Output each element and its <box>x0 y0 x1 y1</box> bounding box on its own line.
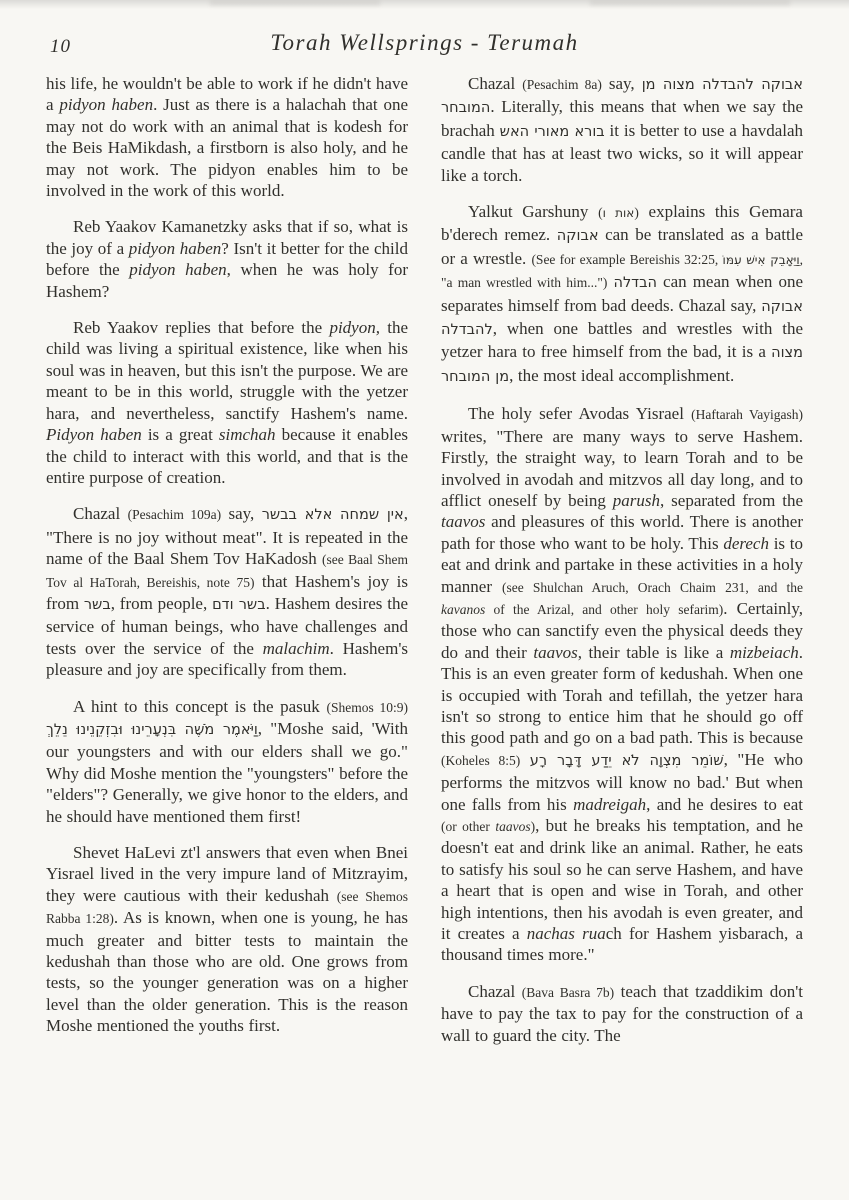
text-run: (Koheles 8:5) <box>441 752 521 768</box>
hebrew-text-run: הבדלה <box>613 275 657 292</box>
text-run: say, <box>221 504 262 524</box>
page-title: Torah Wellsprings - Terumah <box>270 30 579 55</box>
text-run: parush <box>612 490 661 510</box>
text-run: taavos <box>495 819 531 834</box>
text-run: pidyon, <box>329 318 380 338</box>
page-header <box>48 28 801 62</box>
text-run: taavos <box>441 512 486 532</box>
text-run: ) <box>530 819 536 834</box>
text-run: Reb Yaakov replies that before the <box>73 318 330 338</box>
text-run: Yalkut Garshuny <box>468 202 599 222</box>
text-run: say, <box>601 74 642 93</box>
text-run: (see Shemos Rabba 1:28) <box>46 888 409 927</box>
text-run: because it enables the child to interact with this world, and that is the entire purpose of creation. <box>46 425 408 487</box>
paragraph <box>441 981 803 1046</box>
text-run: (Shemos 10:9) <box>326 699 408 715</box>
text-run: ch for Hashem yisbarach, a thousand times more." <box>441 924 803 965</box>
text-run: kavanos <box>441 601 486 617</box>
text-run: writes, "There are many ways to serve Hashem. Firstly, the straight way, to learn Torah and to be involved in avodah and mitzvos all day long, and to afflict oneself by being <box>441 426 803 510</box>
text-run: teach that tzaddikim don't have to pay the tax to pay for the construction of a wall to guard the city. The <box>441 981 803 1045</box>
text-run: of the Arizal, and other holy sefarim) <box>485 601 724 617</box>
text-run: (or other <box>441 819 496 834</box>
paragraph <box>46 317 408 488</box>
scan-artifact <box>590 0 790 6</box>
text-run: derech <box>723 533 769 553</box>
text-run: Chazal <box>468 981 522 1001</box>
text-run: . Just as there is a halachah that one may not do work with an animal that is kodesh for the Beis HaMikdash, a firstborn is also holy, and he may not work. The pidyon enables him to be involved in the work of this world. <box>46 95 409 201</box>
text-run: , and he desires to eat <box>646 794 803 814</box>
text-run: (see Baal Shem Tov al HaTorah, Bereishis, note 75) <box>46 552 409 590</box>
page-number: 10 <box>50 36 71 57</box>
text-run: mizbeiach <box>729 642 799 662</box>
text-run: the child was living a spiritual existence, like when his soul was in heaven, but this isn't the purpose. We are meant to be in this world, struggle with the yetzer hara, and nevertheless, sanctify Hashem's name. <box>46 318 409 423</box>
hebrew-text-run: אבוקה להבדלה <box>441 298 803 339</box>
paragraph <box>441 73 803 186</box>
hebrew-text-run: בורא מאורי האש <box>499 123 605 140</box>
text-run: A hint to this concept is the pasuk <box>73 696 327 716</box>
text-run: nachas rua <box>526 924 606 944</box>
text-run: . Hashem desires the service of human beings, who have challenges and tests over the service of the <box>46 593 408 658</box>
text-run: (Haftarah Vayigash) <box>691 407 803 423</box>
text-run: malachim <box>262 638 330 658</box>
hebrew-text-run: מצוה מן המובחר <box>441 345 803 385</box>
text-run: , "Moshe said, 'With our youngsters and with our elders shall we go." Why did Moshe mention the "youngsters" before the "elders"? Generally, we give honor to the elders, and he should have mentioned them first! <box>46 718 408 826</box>
hebrew-text-run: אבוקה להבדלה מצוה מן המובחר <box>441 77 803 117</box>
text-run: (Pesachim 109a) <box>127 507 222 523</box>
text-run: ? Isn't it better for the child before the <box>46 238 408 280</box>
text-run: , "He who performs the mitzvos will know no bad.' But when one falls from his <box>441 749 804 814</box>
text-run: . As is known, when one is young, he has much greater and bitter tests to maintain the kedushah than those who are old. One grows from tests, so the younger generation was on a higher level than the older generation. This is the reason Moshe mentioned the youths first. <box>46 908 408 1036</box>
text-run: pidyon haben <box>129 260 227 280</box>
text-run: , when one battles and wrestles with the yetzer hara to free himself from the bad, it is a <box>441 319 803 362</box>
hebrew-text-run: אבוקה <box>556 228 599 245</box>
text-run: Chazal <box>73 504 128 524</box>
text-run: it is better to use a havdalah candle that has at least two wicks, so it will appear like a torch. <box>441 120 804 185</box>
text-run: can be translated as a battle or a wrestle. <box>441 225 803 268</box>
text-run: his life, he wouldn't be able to work if he didn't have a <box>46 74 408 115</box>
hebrew-text-run: בשר ודם <box>212 596 266 613</box>
text-run: . Hashem's pleasure and joy are specifically from them. <box>46 638 408 680</box>
text-run: Shevet HaLevi zt'l answers that even when Bnei Yisrael lived in the very impure land of Mitzrayim, they were cautious with their kedushah <box>46 843 408 905</box>
paragraph <box>441 403 803 966</box>
hebrew-text-run: אין שמחה אלא בבשר <box>261 507 404 524</box>
paragraph <box>46 503 408 680</box>
hebrew-text-run: וַיֵּאָבֵק אִישׁ עִמּוֹ <box>722 252 800 267</box>
text-run: pidyon haben <box>59 95 154 115</box>
text-run: , "a man wrestled with him...") <box>441 251 803 291</box>
text-run: , but he breaks his temptation, and he doesn't eat and drink like an animal. Rather, he eats to satisfy his soul so he can serve Hashem, and have a heart that is open and wise in Torah, and other high intentions, then his avodah is even greater, and it creates a <box>441 816 803 944</box>
text-run: ( <box>598 205 603 221</box>
text-run: , their table is like a <box>577 642 730 662</box>
hebrew-text-run: שׁוֹמֵר מִצְוָה לֹא יֵדַע דָּבָר רָע <box>529 752 724 769</box>
text-run: , the most ideal accomplishment. <box>509 365 735 385</box>
text-run: pidyon haben <box>128 238 222 258</box>
text-run: taavos <box>533 642 578 662</box>
text-run: , separated from the <box>660 490 803 510</box>
text-run: is a great <box>141 425 219 445</box>
paragraph <box>46 842 408 1037</box>
text-columns <box>46 73 803 1046</box>
text-run: (see Shulchan Aruch, Orach Chaim 231, and the <box>502 579 803 595</box>
text-run: simchah <box>218 425 276 445</box>
hebrew-text-run: בשר <box>83 596 111 613</box>
text-run: ) <box>634 205 639 221</box>
text-run: . This is an even greater form of kedushah. When one is occupied with Torah and tefillah, the yetzer hara isn't so strong to entice him that he should go off this good path and go on a bad path. This is because <box>441 642 804 748</box>
text-run: explains this Gemara b'derech remez. <box>441 202 803 245</box>
scan-artifact <box>210 0 380 6</box>
text-run: is to eat and drink and partake in these activities in a holy manner <box>441 533 803 596</box>
text-run: can mean when one separates himself from bad deeds. Chazal say, <box>441 272 804 315</box>
text-run: Pidyon haben <box>46 425 142 445</box>
left-column <box>46 73 408 1046</box>
hebrew-text-run: אות ו <box>602 206 635 221</box>
hebrew-text-run: וַיֹּאמֶר מֹשֶׁה בִּנְעָרֵינוּ וּבִזְקֵנֵינוּ נֵלֵךְ <box>46 721 258 738</box>
paragraph <box>46 73 408 201</box>
text-run: (Bava Basra 7b) <box>521 984 615 1000</box>
text-run: , when he was holy for Hashem? <box>46 260 408 301</box>
text-run: Reb Yaakov Kamanetzky asks that if so, what is the joy of a <box>46 217 408 258</box>
text-run: . Certainly, those who can sanctify even the physical deeds they do and their <box>441 598 804 662</box>
text-run: , "There is no joy without meat". It is repeated in the name of the Baal Shem Tov HaKadosh <box>46 504 408 569</box>
text-run: Chazal <box>468 74 523 93</box>
text-run: (See for example Bereishis 32:25, <box>531 251 723 267</box>
text-run: The holy sefer Avodas Yisrael <box>468 404 692 424</box>
text-run: . Literally, this means that when we say the brachah <box>441 97 803 140</box>
paragraph <box>46 696 408 827</box>
text-run: , from people, <box>110 593 213 613</box>
text-run: madreigah <box>573 794 647 814</box>
text-run <box>520 750 530 769</box>
right-column <box>441 73 803 1046</box>
text-run: and pleasures of this world. There is another path for those who want to be holy. This <box>441 512 803 553</box>
text-run: (Pesachim 8a) <box>522 77 602 92</box>
text-run: that Hashem's joy is from <box>46 571 408 613</box>
paragraph <box>46 216 408 302</box>
paragraph <box>441 201 803 388</box>
